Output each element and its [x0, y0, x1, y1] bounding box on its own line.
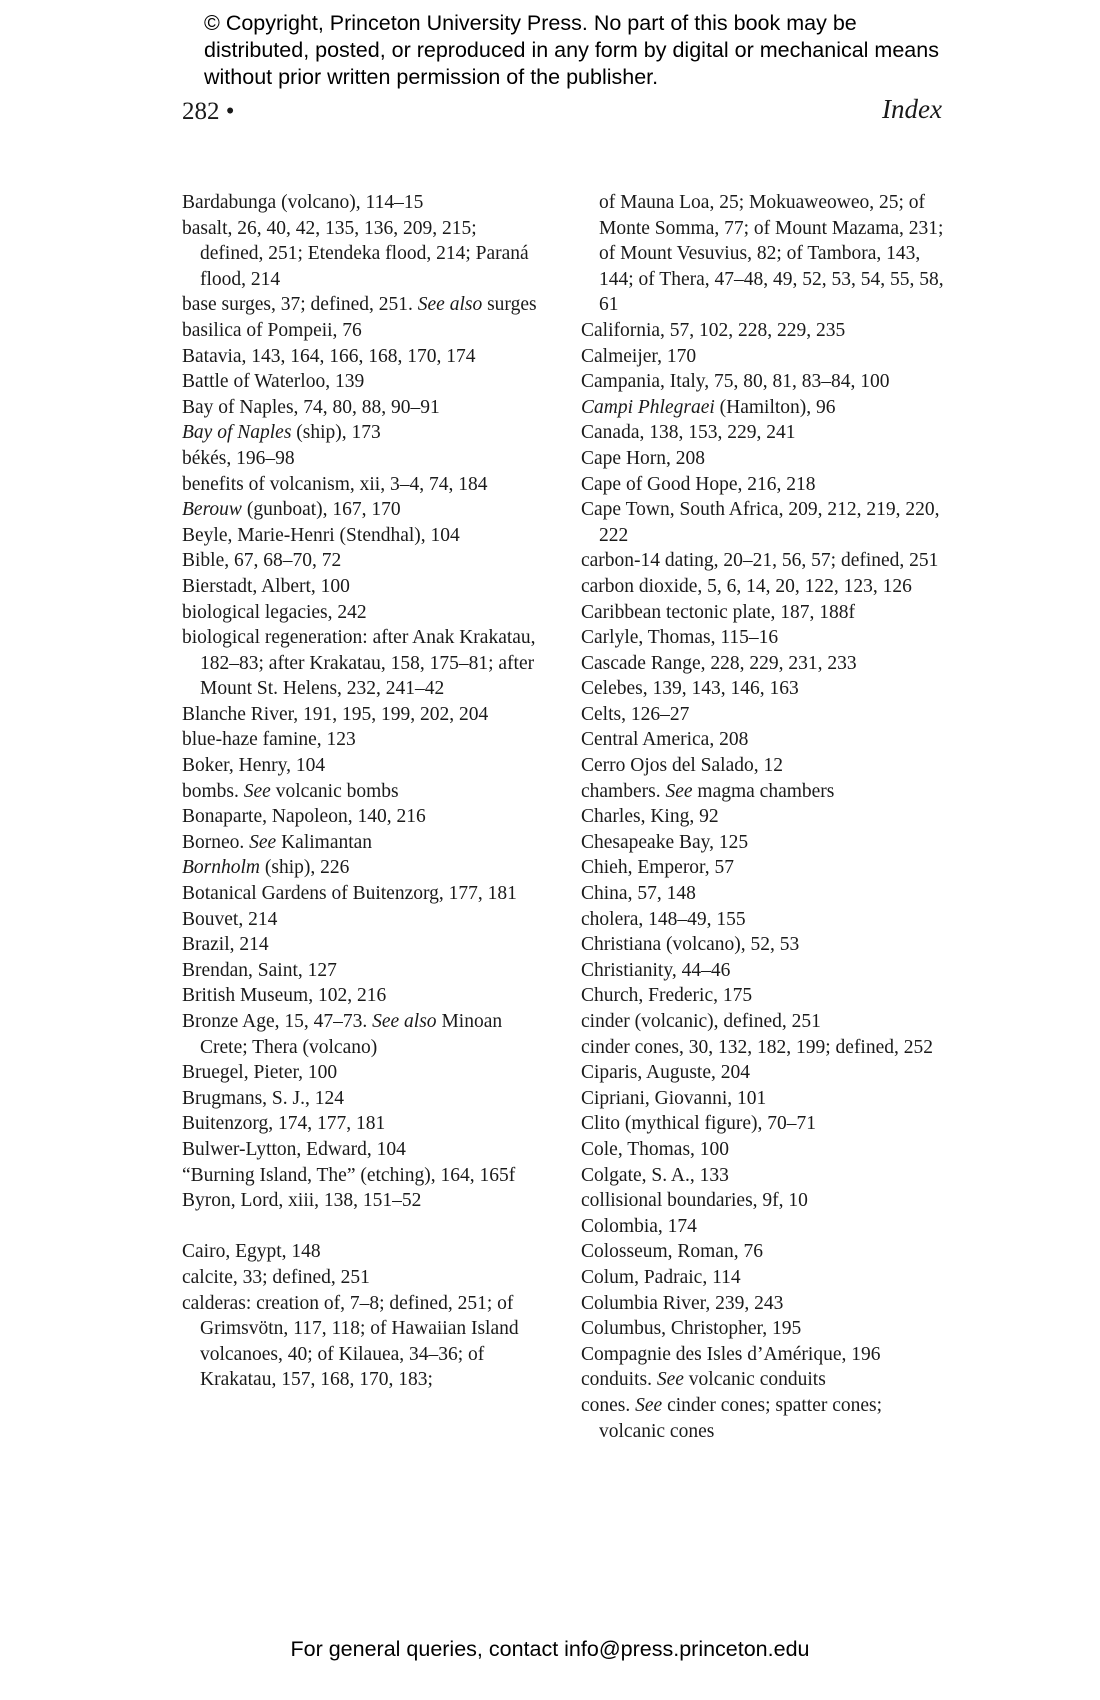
- index-entry: Byron, Lord, xiii, 138, 151–52: [182, 1190, 422, 1212]
- index-entry: Berouw (gunboat), 167, 170: [182, 499, 401, 521]
- index-entry: Cape Horn, 208: [581, 447, 706, 469]
- index-entry: Central America, 208: [581, 729, 749, 751]
- index-entry: Carlyle, Thomas, 115–16: [581, 627, 779, 649]
- index-entry: Cerro Ojos del Salado, 12: [581, 755, 784, 777]
- index-entry: Colombia, 174: [581, 1215, 697, 1237]
- index-entry: Boker, Henry, 104: [182, 755, 326, 777]
- index-entry: Cairo, Egypt, 148: [182, 1241, 321, 1263]
- index-entry: Church, Frederic, 175: [581, 985, 753, 1007]
- index-column-right: [581, 190, 951, 1444]
- index-entry: cones. See cinder cones; spatter cones; volcanic cones: [581, 1394, 883, 1442]
- index-entry: benefits of volcanism, xii, 3–4, 74, 184: [182, 473, 488, 495]
- copyright-notice: © Copyright, Princeton University Press. No part of this book may be distributed, posted, or reproduced in any form by digital or mechanical means without prior written permission of the publisher.: [204, 11, 939, 89]
- index-entry: Celebes, 139, 143, 146, 163: [581, 678, 799, 700]
- index-entry: békés, 196–98: [182, 447, 295, 469]
- index-entry: Bonaparte, Napoleon, 140, 216: [182, 806, 426, 828]
- index-entry: “Burning Island, The” (etching), 164, 165f: [182, 1164, 516, 1186]
- index-entry: calderas: creation of, 7–8; defined, 251; of Grimsvötn, 117, 118; of Hawaiian Island volcanoes, 40; of Kilauea, 34–36; of Krakatau, 157, 168, 170, 183;: [182, 1292, 519, 1391]
- index-entry: Bouvet, 214: [182, 908, 278, 930]
- index-entry: Battle of Waterloo, 139: [182, 371, 365, 393]
- index-entry: cinder cones, 30, 132, 182, 199; defined, 252: [581, 1036, 934, 1058]
- index-entry: chambers. See magma chambers: [581, 780, 835, 802]
- index-entry: Borneo. See Kalimantan: [182, 831, 373, 853]
- index-entry: blue-haze famine, 123: [182, 729, 356, 751]
- index-entry: basilica of Pompeii, 76: [182, 319, 362, 341]
- index-entry: Bible, 67, 68–70, 72: [182, 550, 342, 572]
- index-entry: Ciparis, Auguste, 204: [581, 1062, 750, 1084]
- page-number: 282 •: [182, 98, 235, 125]
- index-entry: Calmeijer, 170: [581, 345, 697, 367]
- index-entry: Bronze Age, 15, 47–73. See also Minoan Crete; Thera (volcano): [182, 1011, 503, 1058]
- index-entry: Celts, 126–27: [581, 703, 690, 725]
- index-entry: Cole, Thomas, 100: [581, 1138, 730, 1160]
- index-entry: collisional boundaries, 9f, 10: [581, 1190, 808, 1212]
- index-entry: Bornholm (ship), 226: [182, 857, 350, 879]
- index-entry: Brendan, Saint, 127: [182, 959, 337, 981]
- index-entry: Christianity, 44–46: [581, 959, 731, 981]
- index-entry: Colgate, S. A., 133: [581, 1164, 729, 1186]
- index-entry: Chieh, Emperor, 57: [581, 857, 735, 879]
- index-entry: Chesapeake Bay, 125: [581, 831, 749, 853]
- index-entry: Brugmans, S. J., 124: [182, 1087, 344, 1109]
- index-entry: Bay of Naples, 74, 80, 88, 90–91: [182, 396, 440, 418]
- footer-contact: For general queries, contact info@press.princeton.edu: [290, 1637, 810, 1661]
- index-entry: Cape Town, South Africa, 209, 212, 219, 220, 222: [581, 499, 940, 546]
- index-entry: China, 57, 148: [581, 883, 696, 905]
- index-entry: Batavia, 143, 164, 166, 168, 170, 174: [182, 345, 476, 367]
- index-entry: Columbia River, 239, 243: [581, 1292, 784, 1314]
- index-entry: Buitenzorg, 174, 177, 181: [182, 1113, 386, 1135]
- index-entry: Colosseum, Roman, 76: [581, 1241, 764, 1263]
- index-entry: Cipriani, Giovanni, 101: [581, 1087, 767, 1109]
- index-entry: Cascade Range, 228, 229, 231, 233: [581, 652, 857, 674]
- index-entry: biological legacies, 242: [182, 601, 367, 623]
- index-entry: Colum, Padraic, 114: [581, 1266, 741, 1288]
- index-entry: Columbus, Christopher, 195: [581, 1318, 802, 1340]
- index-entry: bombs. See volcanic bombs: [182, 780, 399, 802]
- index-entry: base surges, 37; defined, 251. See also surges: [182, 294, 537, 316]
- index-entry: Canada, 138, 153, 229, 241: [581, 422, 796, 444]
- index-entry: California, 57, 102, 228, 229, 235: [581, 319, 846, 341]
- index-entry: Bay of Naples (ship), 173: [182, 422, 381, 444]
- index-entry: Charles, King, 92: [581, 806, 719, 828]
- index-entry: Bierstadt, Albert, 100: [182, 575, 350, 597]
- running-title: Index: [882, 94, 942, 124]
- index-entry: carbon-14 dating, 20–21, 56, 57; defined, 251: [581, 550, 939, 572]
- index-entry: Bruegel, Pieter, 100: [182, 1062, 338, 1084]
- index-entry: basalt, 26, 40, 42, 135, 136, 209, 215; defined, 251; Etendeka flood, 214; Paraná flood, 214: [182, 217, 529, 290]
- index-column-left: [182, 190, 542, 1393]
- index-entry: cinder (volcanic), defined, 251: [581, 1011, 821, 1032]
- index-entry: calcite, 33; defined, 251: [182, 1266, 370, 1288]
- index-entry: cholera, 148–49, 155: [581, 908, 746, 930]
- index-entry: Clito (mythical figure), 70–71: [581, 1113, 817, 1135]
- index-entry: of Mauna Loa, 25; Mokuaweoweo, 25; of Monte Somma, 77; of Mount Mazama, 231; of Mount Vesuvius, 82; of Tambora, 143, 144; of Thera, 47–48, 49, 52, 53, 54, 55, 58, 61: [599, 192, 944, 316]
- index-entry: Campania, Italy, 75, 80, 81, 83–84, 100: [581, 371, 890, 393]
- index-entry: Christiana (volcano), 52, 53: [581, 934, 800, 956]
- index-entry: Bardabunga (volcano), 114–15: [182, 192, 424, 213]
- index-entry: carbon dioxide, 5, 6, 14, 20, 122, 123, 126: [581, 575, 912, 597]
- index-entry: Beyle, Marie-Henri (Stendhal), 104: [182, 524, 460, 546]
- index-entry: Compagnie des Isles d’Amérique, 196: [581, 1343, 881, 1365]
- letter-group-gap: [182, 1214, 542, 1240]
- index-entry: Campi Phlegraei (Hamilton), 96: [581, 396, 836, 418]
- index-entry: Bulwer-Lytton, Edward, 104: [182, 1138, 406, 1160]
- index-entry: Caribbean tectonic plate, 187, 188f: [581, 601, 855, 623]
- index-entry: biological regeneration: after Anak Krakatau, 182–83; after Krakatau, 158, 175–81; after Mount St. Helens, 232, 241–42: [182, 627, 536, 700]
- index-entry: Cape of Good Hope, 216, 218: [581, 473, 816, 495]
- index-entry: Blanche River, 191, 195, 199, 202, 204: [182, 703, 489, 725]
- index-entry: conduits. See volcanic conduits: [581, 1369, 826, 1391]
- index-entry: Botanical Gardens of Buitenzorg, 177, 181: [182, 883, 517, 905]
- index-entry: Brazil, 214: [182, 934, 269, 956]
- index-entry: British Museum, 102, 216: [182, 985, 387, 1007]
- running-header: [182, 94, 942, 134]
